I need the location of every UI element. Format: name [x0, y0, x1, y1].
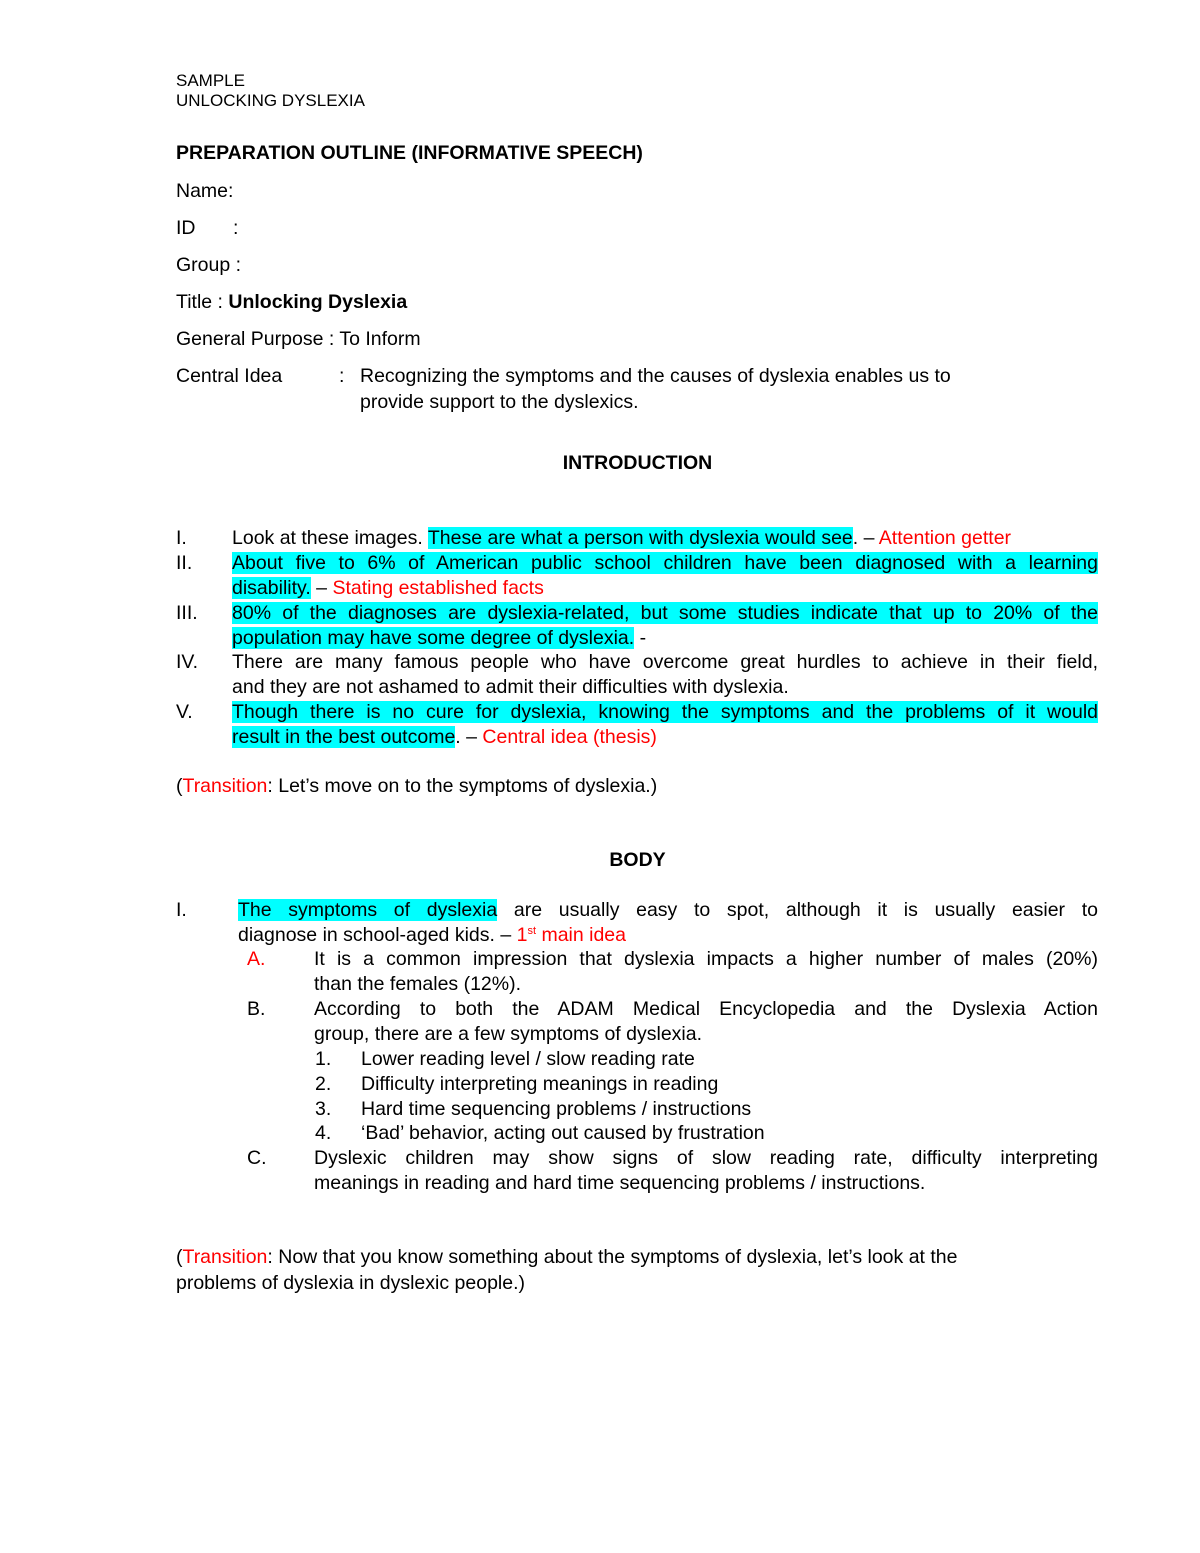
- body-main-point-line-1: [238, 898, 1098, 923]
- body-transition-line-1: [176, 1245, 958, 1270]
- body-heading: BODY: [609, 849, 666, 871]
- intro-item-5-line-1: [232, 700, 1098, 725]
- introduction-heading: INTRODUCTION: [562, 452, 713, 474]
- main-idea-label: main idea: [536, 924, 626, 946]
- symptom-3-text: Hard time sequencing problems / instructions: [361, 1098, 752, 1120]
- intro-item-4-line-1: There are many famous people who have overcome great hurdles to achieve in their field,: [232, 651, 1098, 673]
- subpoint-a-letter: A.: [247, 948, 266, 970]
- intro-item-5-line-2: [232, 725, 657, 750]
- intro-item-4-number: IV.: [176, 651, 199, 673]
- intro-item-3-line-1: [232, 601, 1098, 626]
- intro-item-3-number: III.: [176, 602, 198, 624]
- intro-item-1-tail: . –: [852, 527, 879, 549]
- main-idea-ordinal-suffix: st: [527, 925, 537, 937]
- body-transition-text: : Now that you know something about the symptoms of dyslexia, let’s look at the: [267, 1246, 958, 1268]
- body-main-point-text: are usually easy to spot, although it is usually easier to: [497, 899, 1098, 921]
- intro-item-1-text: Look at these images.: [232, 527, 428, 549]
- central-idea-label: Central Idea: [176, 365, 283, 387]
- body-main-point-number: I.: [176, 899, 187, 921]
- intro-item-2-note: Stating established facts: [332, 577, 544, 599]
- subpoint-a-line-1: It is a common impression that dyslexia impacts a higher number of males (20%): [314, 948, 1098, 970]
- subpoint-b-line-1: According to both the ADAM Medical Encyclopedia and the Dyslexia Action: [314, 998, 1098, 1020]
- central-idea-line-1: Recognizing the symptoms and the causes of dyslexia enables us to: [360, 365, 951, 387]
- header-sample: SAMPLE: [176, 71, 245, 90]
- symptom-2-text: Difficulty interpreting meanings in reading: [361, 1073, 719, 1095]
- intro-item-2-highlight: About five to 6% of American public school children have been diagnosed with a learning: [232, 552, 1098, 574]
- subpoint-c-letter: C.: [247, 1147, 267, 1169]
- intro-item-5-tail: . –: [455, 726, 483, 748]
- intro-item-3-highlight: 80% of the diagnoses are dyslexia-related, but some studies indicate that up to 20% of the: [232, 602, 1098, 624]
- intro-item-5-highlight: Though there is no cure for dyslexia, knowing the symptoms and the problems of it would: [232, 701, 1098, 723]
- intro-item-2-number: II.: [176, 552, 193, 574]
- intro-item-4-line-2: and they are not ashamed to admit their difficulties with dyslexia.: [232, 676, 789, 698]
- symptom-4-text: ‘Bad’ behavior, acting out caused by frustration: [361, 1122, 765, 1144]
- central-idea-colon: :: [339, 365, 345, 387]
- body-transition-label: Transition: [182, 1246, 268, 1268]
- body-transition-open-paren: (: [176, 1246, 183, 1268]
- body-main-point-note: [517, 924, 626, 946]
- symptom-4-number: 4.: [315, 1122, 332, 1144]
- id-field-label: ID: [176, 217, 196, 239]
- header-doc-name: UNLOCKING DYSLEXIA: [176, 91, 365, 110]
- document-title: PREPARATION OUTLINE (INFORMATIVE SPEECH): [176, 142, 643, 164]
- intro-item-1: [232, 526, 1011, 551]
- name-field-label: Name:: [176, 180, 234, 202]
- intro-item-1-note: Attention getter: [878, 527, 1012, 549]
- body-main-point-line-2: [238, 923, 626, 948]
- intro-item-3-tail: -: [634, 627, 647, 649]
- subpoint-a-line-2: than the females (12%).: [314, 973, 522, 995]
- title-field: [176, 290, 407, 315]
- symptom-1-text: Lower reading level / slow reading rate: [361, 1048, 695, 1070]
- central-idea-line-2: provide support to the dyslexics.: [360, 391, 639, 413]
- intro-item-2-tail: –: [310, 577, 333, 599]
- intro-item-3-highlight-end: population may have some degree of dyslexia.: [232, 627, 635, 649]
- intro-transition: [176, 774, 657, 799]
- title-field-value: Unlocking Dyslexia: [228, 291, 408, 313]
- general-purpose-field: General Purpose : To Inform: [176, 328, 421, 350]
- body-transition-line-2: problems of dyslexia in dyslexic people.): [176, 1272, 526, 1294]
- intro-item-2-line-2: [232, 576, 544, 601]
- symptom-2-number: 2.: [315, 1073, 332, 1095]
- intro-item-3-line-2: [232, 626, 646, 651]
- subpoint-c-line-2: meanings in reading and hard time sequencing problems / instructions.: [314, 1172, 926, 1194]
- transition-open-paren: (: [176, 775, 183, 797]
- id-field-colon: :: [233, 217, 239, 239]
- intro-item-5-note: Central idea (thesis): [482, 726, 657, 748]
- subpoint-b-line-2: group, there are a few symptoms of dyslexia.: [314, 1023, 703, 1045]
- intro-item-2-highlight-end: disability.: [232, 577, 311, 599]
- body-main-point-text-2: diagnose in school-aged kids. –: [238, 924, 517, 946]
- main-idea-ordinal: 1: [516, 924, 528, 946]
- intro-item-5-highlight-end: result in the best outcome: [232, 726, 456, 748]
- subpoint-c-line-1: Dyslexic children may show signs of slow reading rate, difficulty interpreting: [314, 1147, 1098, 1169]
- intro-item-1-highlight: These are what a person with dyslexia would see: [427, 527, 853, 549]
- subpoint-b-letter: B.: [247, 998, 266, 1020]
- body-main-point-highlight: The symptoms of dyslexia: [238, 899, 498, 921]
- transition-text: : Let’s move on to the symptoms of dyslexia.): [267, 775, 658, 797]
- intro-item-1-number: I.: [176, 527, 187, 549]
- transition-label: Transition: [182, 775, 268, 797]
- symptom-1-number: 1.: [315, 1048, 332, 1070]
- symptom-3-number: 3.: [315, 1098, 332, 1120]
- title-field-label: Title :: [176, 291, 229, 313]
- group-field-label: Group :: [176, 254, 242, 276]
- intro-item-5-number: V.: [176, 701, 193, 723]
- intro-item-2-line-1: [232, 551, 1098, 576]
